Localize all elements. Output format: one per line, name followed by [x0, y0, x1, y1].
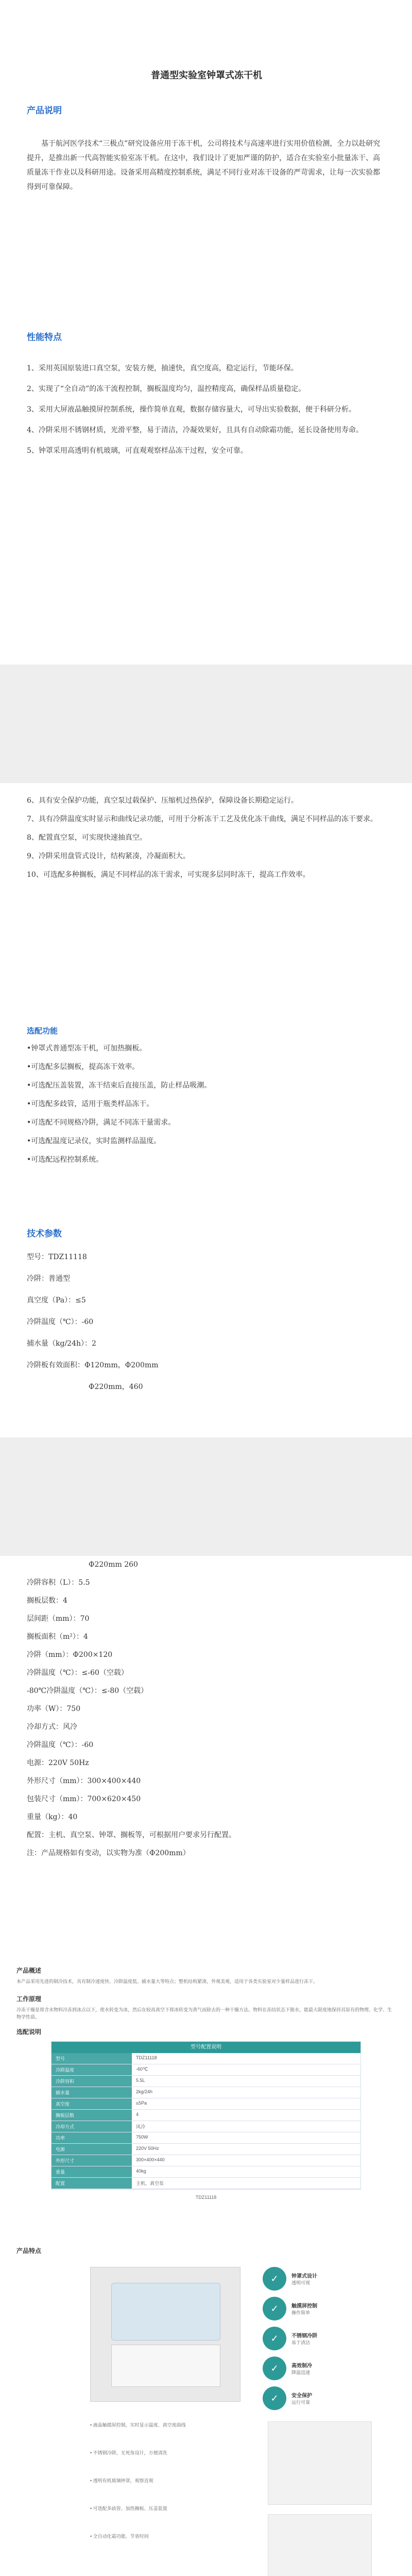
workflow-label: 工作原理 [16, 1995, 42, 2003]
options-heading: 选配功能 [27, 1026, 58, 1036]
config-key: 型号 [52, 2053, 132, 2064]
overview-notes [90, 2421, 245, 2540]
chamber-icon [111, 2283, 220, 2341]
tech2-item: 电源：220V 50Hz [27, 1759, 89, 1767]
config-table [51, 2041, 361, 2190]
option-item: •可选配压盖装置，冻干结束后直接压盖，防止样品吸潮。 [27, 1081, 212, 1090]
tech-section [27, 1226, 386, 1398]
tech2-item: 冷阱容积（L）：5.5 [27, 1579, 90, 1587]
page-title: 普通型实验室钟罩式冻干机 [151, 70, 262, 81]
option-item: •可选配远程控制系统。 [27, 1156, 104, 1164]
features-section [27, 330, 386, 464]
config-key: 配置 [52, 2178, 132, 2189]
config-key: 冷阱温度 [52, 2064, 132, 2076]
tech2-item: Φ220mm 260 [89, 1561, 138, 1569]
config-row [52, 2155, 360, 2166]
workflow-text: 冷冻干燥是将含水物料冷冻到冰点以下，使水转变为冰，然后在较高真空下将冰转变为蒸气而除去的一种干燥方法。物料在冻结状态下脱水，能最大限度地保持其原有的物理、化学、生物学性质。 [16, 2007, 392, 2020]
tech-item: 捕水量（kg/24h）：2 [27, 1340, 96, 1348]
product-label: 产品概述 [16, 1967, 42, 1974]
config-row [52, 2166, 360, 2178]
config-value: ≤5Pa [132, 2098, 360, 2110]
feature-item: 4、冷阱采用不锈钢材质，光滑平整，易于清洁，冷凝效果好，且具有自动除霜功能，延长设备使用寿命。 [27, 426, 363, 434]
config-key: 真空度 [52, 2098, 132, 2110]
overview-note: • 液晶触摸屏控制，实时显示温度、真空度曲线 [90, 2422, 186, 2428]
option-item: •可选配不同规格冷阱，满足不同冻干量需求。 [27, 1118, 176, 1127]
feature2-item: 6、具有安全保护功能，真空泵过载保护、压缩机过热保护，保障设备长期稳定运行。 [27, 796, 298, 805]
product-section [16, 1966, 396, 2021]
tech2-item: 冷阱温度（℃）：≤-60（空载） [27, 1669, 128, 1677]
intro-heading: 产品说明 [27, 106, 62, 116]
detail-image [268, 2514, 372, 2576]
tech2-block [0, 1556, 412, 1927]
config-key: 外形尺寸 [52, 2155, 132, 2166]
tech2-item: 搁板面积（m²）：4 [27, 1633, 88, 1641]
feature-badge-icon: ✓ [263, 2357, 286, 2380]
machine-base-icon [111, 2345, 220, 2387]
config-value: 4 [132, 2110, 360, 2121]
tech-item: 冷阱板有效面积：Φ120mm，Φ200mm [27, 1361, 159, 1369]
section-gap [0, 665, 412, 783]
detail-image [268, 2421, 372, 2505]
config-row [52, 2132, 360, 2144]
config-table-header: 型号配置说明 [52, 2042, 360, 2053]
config-note: TDZ11118 [195, 2195, 217, 2200]
option-item: •可选配多歧管，适用于瓶类样品冻干。 [27, 1100, 154, 1108]
config-value: 2kg/24h [132, 2087, 360, 2098]
feature-badge-icon: ✓ [263, 2327, 286, 2350]
feature-badge-icon: ✓ [263, 2267, 286, 2291]
config-label: 选配说明 [16, 2028, 42, 2036]
config-value: TDZ11118 [132, 2053, 360, 2064]
tech-item: 冷阱温度（℃）：-60 [27, 1318, 94, 1326]
feature-item: 2、实现了“全自动”的冻干流程控制，搁板温度均匀，温控精度高，确保样品质量稳定。 [27, 385, 306, 393]
product-block [0, 1927, 412, 2025]
feature-item: 5、钟罩采用高透明有机玻璃，可直观观察样品冻干过程，安全可靠。 [27, 447, 248, 455]
feature-item: 3、采用大屏液晶触摸屏控制系统，操作简单直观，数据存储容量大，可导出实验数据，便于科研分析。 [27, 405, 356, 414]
config-key: 重量 [52, 2166, 132, 2178]
config-row [52, 2110, 360, 2121]
config-section [16, 2027, 396, 2201]
config-value: -60℃ [132, 2064, 360, 2076]
option-item: •钟罩式普通型冻干机，可加热搁板。 [27, 1044, 147, 1053]
feature2-item: 10、可选配多种搁板，满足不同样品的冻干需求，可实现多层同时冻干，提高工作效率。 [27, 871, 310, 879]
tech2-item: 层间距（mm）：70 [27, 1615, 90, 1623]
freeze-dryer-image [90, 2267, 241, 2402]
config-row [52, 2076, 360, 2087]
intro-block [0, 0, 412, 659]
tech-item: Φ220mm，460 [89, 1383, 143, 1391]
config-row [52, 2121, 360, 2132]
feature2-item: 9、冷阱采用盘管式设计，结构紧凑，冷凝面积大。 [27, 852, 190, 860]
tech2-item: 重量（kg）：40 [27, 1813, 78, 1821]
features-heading: 性能特点 [27, 332, 62, 343]
config-value: 750W [132, 2132, 360, 2144]
product-text: 本产品采用先进的制冷技术，具有制冷速度快、冷阱温度低、捕水量大等特点；整机结构紧凑，外观美观，适用于各类实验室对少量样品进行冻干。 [16, 1979, 318, 1984]
config-value: 220V 50Hz [132, 2144, 360, 2155]
feature-badge: ✓ 高效制冷 降温迅速 [263, 2357, 376, 2380]
overview-note: • 不锈钢冷阱，无死角设计，方便清洗 [90, 2450, 167, 2455]
config-key: 搁板层数 [52, 2110, 132, 2121]
tech2-item: 功率（W）：750 [27, 1705, 81, 1713]
tech-list [27, 1246, 386, 1398]
feature-badge: ✓ 钟罩式设计 透明可视 [263, 2267, 376, 2291]
feature-badges [263, 2267, 376, 2410]
tech2-item: -80℃冷阱温度（℃）：≤-80（空载） [27, 1687, 148, 1695]
options-section [27, 1025, 386, 1171]
config-value: 300×400×440 [132, 2155, 360, 2166]
option-item: •可选配温度记录仪，实时监测样品温度。 [27, 1137, 161, 1145]
features2-list [27, 793, 386, 886]
config-key: 冷阱容积 [52, 2076, 132, 2087]
overview-section [16, 2246, 396, 2255]
intro-section [27, 103, 386, 194]
config-key: 捕水量 [52, 2087, 132, 2098]
config-row [52, 2098, 360, 2110]
intro-text: 基于航河医学技术“三极点”研究设备应用于冻干机，公司将技术与高速率进行实用价值检测，全力以赴研究提升，是推出新一代高智能实验室冻干机。在这中，我们设计了更加严谨的防护，适合在实验室小批量冻干、高质量冻干作业以及科研用途。设备采用高精度控制系统，满足不同行业对冻干设备的严苛需求，让每一次实验都得到可靠保障。 [27, 140, 381, 191]
config-row [52, 2064, 360, 2076]
config-rows [52, 2053, 360, 2189]
config-key: 冷却方式 [52, 2121, 132, 2132]
config-value: 风冷 [132, 2121, 360, 2132]
feature2-item: 8、配置真空泵，可实现快速抽真空。 [27, 834, 147, 842]
tech-item: 冷阱：普通型 [27, 1275, 70, 1283]
feature-badge-icon: ✓ [263, 2386, 286, 2410]
feature-badge: ✓ 不锈钢冷阱 易于清洁 [263, 2327, 376, 2350]
config-key: 功率 [52, 2132, 132, 2144]
overview-note: • 透明有机玻璃钟罩，观察直观 [90, 2478, 153, 2483]
options-list [27, 1041, 386, 1167]
config-value: 主机、真空泵 [132, 2178, 360, 2189]
config-block [0, 2027, 412, 2239]
option-item: •可选配多层搁板，提高冻干效率。 [27, 1063, 140, 1071]
feature-badge: ✓ 安全保护 运行可靠 [263, 2386, 376, 2410]
feature2-item: 7、具有冷阱温度实时显示和曲线记录功能，可用于分析冻干工艺及优化冻干曲线，满足不同样品的冻干要求。 [27, 815, 377, 823]
overview-block [0, 2246, 412, 2576]
overview-note: • 全自动化霜功能，节省时间 [90, 2534, 149, 2539]
tech2-item: 包装尺寸（mm）：700×620×450 [27, 1795, 141, 1803]
config-value: 40kg [132, 2166, 360, 2178]
config-row [52, 2087, 360, 2098]
features2-block [0, 783, 412, 1432]
tech2-item: 注：产品规格如有变动，以实物为准（Φ200mm） [27, 1849, 190, 1857]
config-row [52, 2178, 360, 2189]
tech-heading: 技术参数 [27, 1229, 62, 1239]
overview-label: 产品特点 [16, 2247, 42, 2255]
tech2-list [27, 1556, 386, 1862]
feature-item: 1、采用英国原装进口真空泵，安装方便，抽速快，真空度高，稳定运行，节能环保。 [27, 364, 298, 372]
tech-item: 真空度（Pa）：≤5 [27, 1296, 86, 1304]
features-list [27, 361, 386, 458]
config-row [52, 2144, 360, 2155]
section-gap [0, 1437, 412, 1556]
tech2-item: 冷却方式：风冷 [27, 1723, 77, 1731]
feature-badge-icon: ✓ [263, 2297, 286, 2320]
tech-item: 型号：TDZ11118 [27, 1253, 87, 1261]
feature-badge: ✓ 触摸屏控制 操作简单 [263, 2297, 376, 2320]
tech2-item: 冷阱温度（℃）：-60 [27, 1741, 94, 1749]
tech2-item: 外形尺寸（mm）：300×400×440 [27, 1777, 141, 1785]
overview-note: • 可选配多歧管、加热搁板、压盖装置 [90, 2506, 167, 2511]
config-value: 5.5L [132, 2076, 360, 2087]
config-key: 电源 [52, 2144, 132, 2155]
config-row [52, 2053, 360, 2064]
tech2-item: 搁板层数：4 [27, 1597, 67, 1605]
tech2-item: 冷阱（mm）：Φ200×120 [27, 1651, 113, 1659]
tech2-item: 配置：主机、真空泵、钟罩、搁板等，可根据用户要求另行配置。 [27, 1831, 236, 1839]
